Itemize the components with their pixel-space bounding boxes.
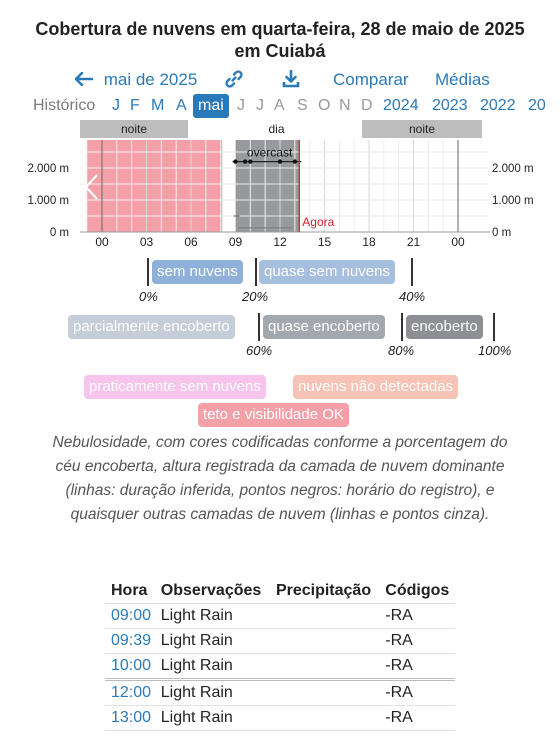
- legend-pct-80: 80%: [388, 343, 415, 358]
- table-header-row: [105, 578, 455, 604]
- y-tick-label: 1.000 m: [492, 195, 534, 207]
- month-feb[interactable]: F: [130, 97, 140, 114]
- header-hora: Hora: [105, 578, 155, 604]
- month-sep[interactable]: S: [297, 97, 308, 114]
- download-button[interactable]: [282, 68, 300, 92]
- x-tick-label: 00: [95, 235, 109, 249]
- header-observacoes: Observações: [155, 578, 270, 604]
- row-time-link[interactable]: 12:00: [105, 680, 155, 706]
- header-precipitacao: Precipitação: [270, 578, 379, 604]
- month-nov[interactable]: N: [339, 97, 351, 114]
- legend-pct-40: 40%: [399, 289, 426, 304]
- observation-dot: [293, 159, 297, 163]
- row-time-link[interactable]: 09:39: [105, 629, 155, 654]
- table-row: [105, 629, 455, 654]
- row-precipitation: [270, 680, 379, 706]
- month-jan[interactable]: J: [112, 97, 120, 114]
- chart-caption: Nebulosidade, com cores codificadas conforme a porcentagem do céu encoberta, altura registrada da camada de nuvem dominante (linhas: duração inferida, pontos negros: horário do registro), e quaisquer outras camadas de nuvem (linhas e pontos cinza).: [52, 434, 508, 523]
- row-code: -RA: [379, 706, 455, 731]
- page-title: Cobertura de nuvens em quarta-feira, 28 de maio de 2025 em Cuiabá: [35, 19, 525, 61]
- cloud-cover-chart: [0, 115, 560, 255]
- month-may-selected[interactable]: mai: [193, 94, 229, 118]
- cloud-cover-chart-svg: [0, 115, 560, 255]
- row-precipitation: [270, 604, 379, 629]
- row-precipitation: [270, 629, 379, 654]
- table-row: [105, 680, 455, 706]
- y-tick-label: 1.000 m: [27, 195, 69, 207]
- compare-link[interactable]: Comparar: [333, 70, 409, 89]
- row-precipitation: [270, 706, 379, 731]
- download-icon: [282, 70, 300, 88]
- legend-pct-60: 60%: [246, 343, 273, 358]
- now-label: Agora: [302, 215, 335, 229]
- month-jul[interactable]: J: [256, 97, 264, 114]
- legend-tick: [258, 313, 260, 341]
- x-tick-label: 06: [184, 235, 198, 249]
- row-time-link[interactable]: 09:00: [105, 604, 155, 629]
- legend-no-clouds-detected: nuvens não detectadas: [293, 375, 458, 399]
- month-mar[interactable]: M: [151, 97, 165, 114]
- legend-tick: [147, 258, 149, 286]
- y-tick-label: 0 m: [49, 227, 69, 239]
- observation-dot: [248, 159, 252, 163]
- cloud-layer-label: overcast: [246, 145, 293, 160]
- legend-practically-clear: praticamente sem nuvens: [84, 375, 266, 399]
- table-row: [105, 706, 455, 731]
- legend-overcast: encoberto: [406, 315, 483, 339]
- legend-pct-20: 20%: [242, 289, 269, 304]
- legend-mostly-cloudy: quase encoberto: [263, 315, 385, 339]
- row-code: -RA: [379, 654, 455, 680]
- row-observation: Light Rain: [155, 654, 270, 680]
- legend-tick: [255, 258, 257, 286]
- legend-tick: [493, 313, 495, 341]
- month-jun[interactable]: J: [237, 97, 245, 114]
- observation-dot: [278, 159, 282, 163]
- y-tick-label: 2.000 m: [492, 163, 534, 175]
- x-tick-label: 15: [317, 235, 332, 249]
- cover-segment-0: [87, 140, 222, 232]
- year-partial[interactable]: 20: [528, 97, 546, 114]
- legend-tick: [401, 313, 403, 341]
- legend-pct-100: 100%: [478, 343, 512, 358]
- observation-dot: [233, 159, 237, 163]
- x-tick-label: 12: [273, 235, 287, 249]
- row-code: -RA: [379, 604, 455, 629]
- x-tick-label: 00: [451, 235, 465, 249]
- x-tick-label: 18: [362, 235, 376, 249]
- observation-dot: [243, 159, 247, 163]
- header-codigos: Códigos: [379, 578, 455, 604]
- prev-month-link[interactable]: [75, 68, 197, 92]
- year-2023[interactable]: 2023: [432, 97, 468, 114]
- row-precipitation: [270, 654, 379, 680]
- x-tick-label: 09: [228, 235, 243, 249]
- row-observation: Light Rain: [155, 604, 270, 629]
- x-tick-label: 21: [406, 235, 421, 249]
- month-apr[interactable]: A: [176, 97, 187, 114]
- period-label: dia: [268, 122, 285, 136]
- link-icon: [225, 70, 243, 88]
- month-dec[interactable]: D: [361, 97, 373, 114]
- averages-link[interactable]: Médias: [435, 70, 490, 89]
- year-2024[interactable]: 2024: [383, 97, 419, 114]
- history-link[interactable]: Histórico: [33, 97, 96, 114]
- legend-tick: [411, 258, 413, 286]
- row-time-link[interactable]: 10:00: [105, 654, 155, 680]
- period-label: noite: [408, 122, 436, 136]
- row-observation: Light Rain: [155, 629, 270, 654]
- month-oct[interactable]: O: [318, 97, 331, 114]
- table-row: [105, 654, 455, 680]
- legend-partly-cloudy: parcialmente encoberto: [68, 315, 235, 339]
- row-code: -RA: [379, 629, 455, 654]
- legend-ceiling-visibility-ok: teto e visibilidade OK: [198, 403, 349, 427]
- row-code: -RA: [379, 680, 455, 706]
- table-row: [105, 604, 455, 629]
- prev-month-label: mai de 2025: [103, 70, 198, 89]
- row-observation: Light Rain: [155, 680, 270, 706]
- observations-table: [105, 578, 455, 731]
- arrow-left-icon: [75, 72, 93, 86]
- legend-pct-0: 0%: [139, 289, 158, 304]
- row-time-link[interactable]: 13:00: [105, 706, 155, 731]
- row-observation: Light Rain: [155, 706, 270, 731]
- legend-clear: sem nuvens: [152, 260, 243, 284]
- month-aug[interactable]: A: [274, 97, 285, 114]
- nav-row: [0, 68, 560, 92]
- x-tick-label: 03: [139, 235, 154, 249]
- link-button[interactable]: [225, 68, 243, 92]
- period-label: noite: [120, 122, 148, 136]
- y-tick-label: 2.000 m: [27, 163, 69, 175]
- year-2022[interactable]: 2022: [480, 97, 516, 114]
- legend-mostly-clear: quase sem nuvens: [259, 260, 395, 284]
- y-tick-label: 0 m: [492, 227, 512, 239]
